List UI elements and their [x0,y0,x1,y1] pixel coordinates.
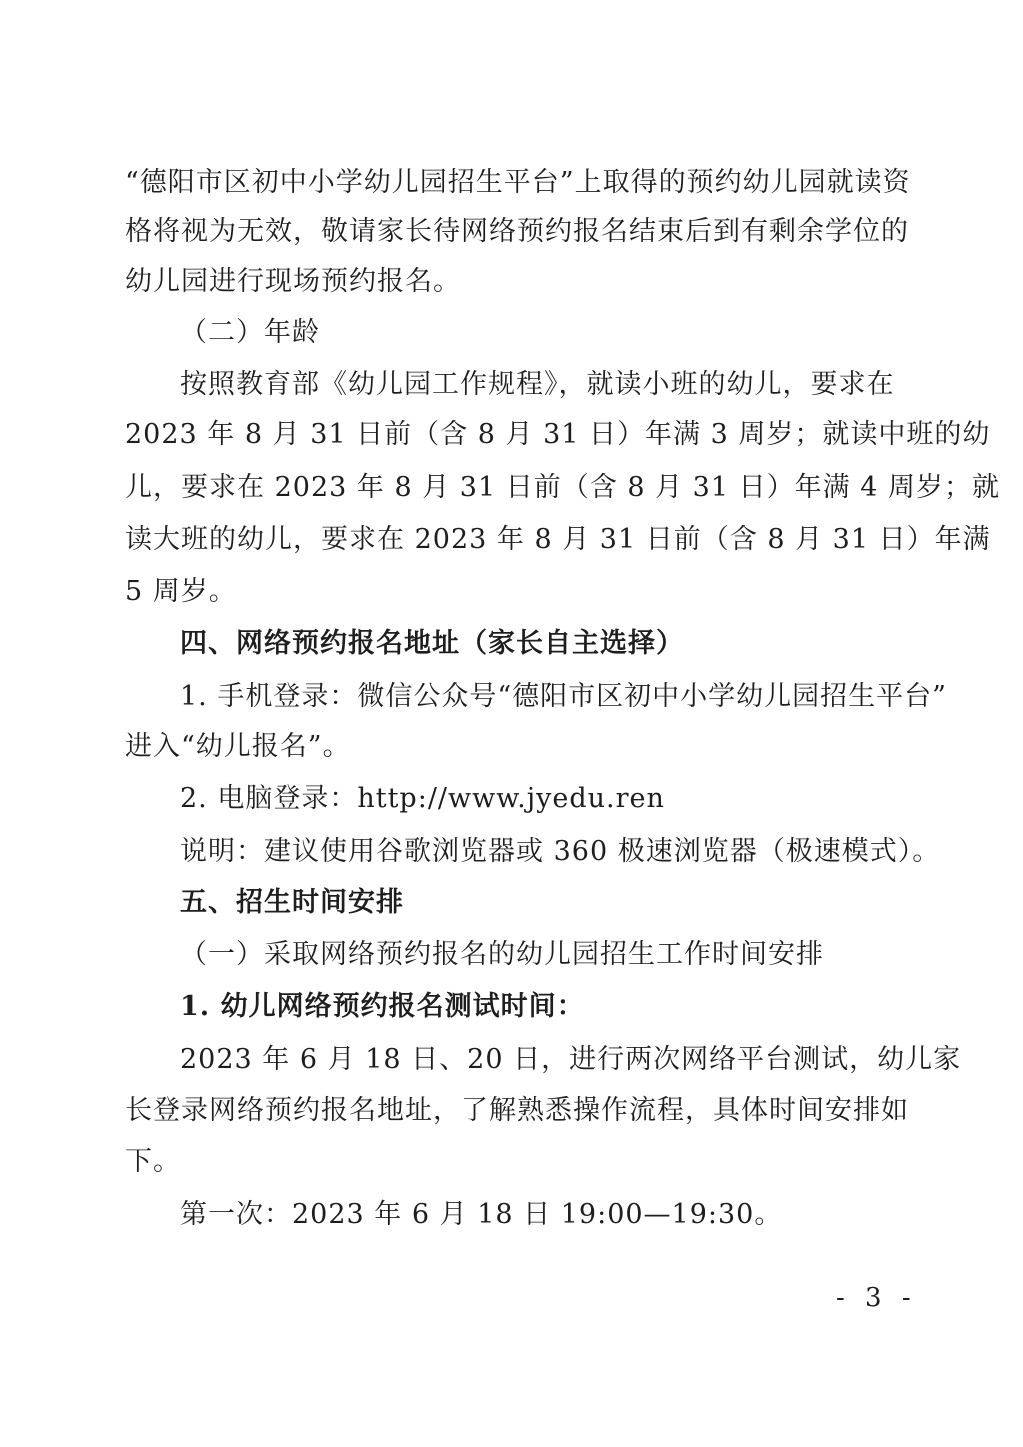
paragraph-line: 1. 手机登录：微信公众号“德阳市区初中小学幼儿园招生平台” [180,681,947,712]
paragraph-line: 长登录网络预约报名地址，了解熟悉操作流程，具体时间安排如 [125,1095,909,1126]
paragraph-line: 2023 年 8 月 31 日前（含 8 月 31 日）年满 3 周岁；就读中班的幼 [125,419,991,450]
paragraph-line: 下。 [125,1146,181,1177]
paragraph-line: 进入“幼儿报名”。 [125,731,351,762]
subsection-heading: （一）采取网络预约报名的幼儿园招生工作时间安排 [180,939,824,970]
subsection-item-heading: 1. 幼儿网络预约报名测试时间： [180,991,585,1022]
browser-note-line: 说明：建议使用谷歌浏览器或 360 极速浏览器（极速模式）。 [180,836,941,867]
schedule-first-test: 第一次：2023 年 6 月 18 日 19:00—19:30。 [180,1199,783,1230]
paragraph-line: 5 周岁。 [125,576,237,607]
paragraph-line: 幼儿园进行现场预约报名。 [125,266,461,297]
section-heading-schedule: 五、招生时间安排 [180,887,404,918]
paragraph-line: “德阳市区初中小学幼儿园招生平台”上取得的预约幼儿园就读资 [125,167,911,198]
page-number: - 3 - [836,1283,917,1313]
paragraph-line: 按照教育部《幼儿园工作规程》，就读小班的幼儿，要求在 [180,369,895,400]
section-heading-online-address: 四、网络预约报名地址（家长自主选择） [180,628,684,659]
paragraph-line: 2023 年 6 月 18 日、20 日，进行两次网络平台测试，幼儿家 [180,1044,962,1075]
computer-login-line: 2. 电脑登录：http://www.jyedu.ren [180,783,665,814]
paragraph-line: 儿，要求在 2023 年 8 月 31 日前（含 8 月 31 日）年满 4 周岁；就 [125,472,1000,503]
paragraph-line: 格将视为无效，敬请家长待网络预约报名结束后到有剩余学位的 [125,216,909,247]
section-heading-age: （二）年龄 [180,317,320,348]
paragraph-line: 读大班的幼儿，要求在 2023 年 8 月 31 日前（含 8 月 31 日）年满 [125,524,991,555]
